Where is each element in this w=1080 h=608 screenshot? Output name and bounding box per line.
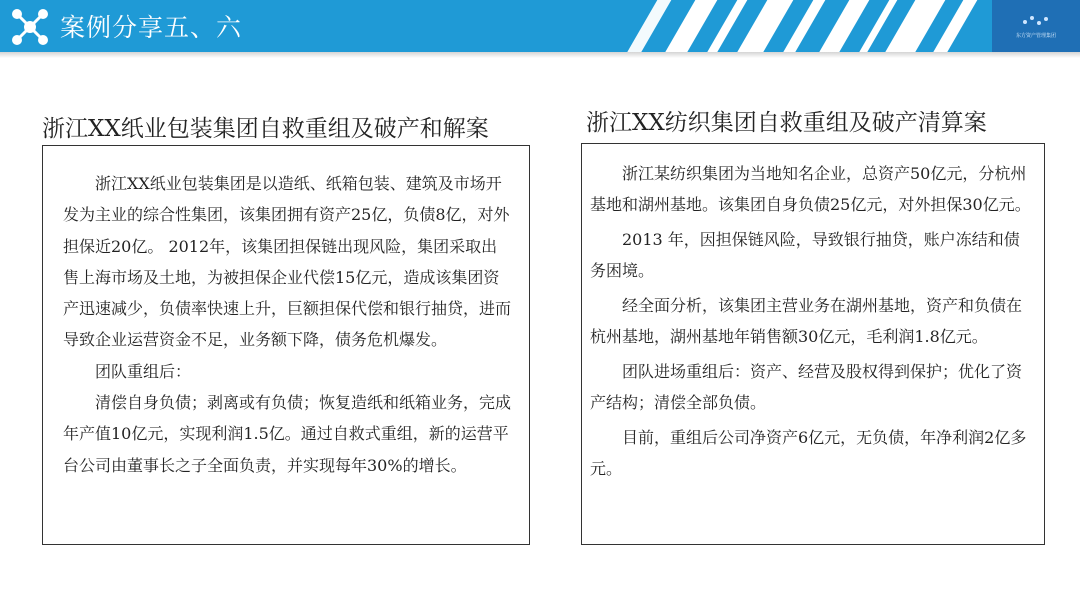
case-left-paragraph: 浙江XX纸业包装集团是以造纸、纸箱包装、建筑及市场开发为主业的综合性集团，该集团拥有资产25亿，负债8亿，对外担保近20亿。 2012年，该集团担保链出现风险，集团采取出售上海市场及土地，为被担保企业代偿15亿元，造成该集团资产迅速减少，负债率快速上升，巨额担保代偿和银行抽贷，进而导致企业运营资金不足，业务额下降，债务危机爆发。	[63, 174, 512, 350]
case-right-paragraph: 团队进场重组后：资产、经营及股权得到保护；优化了资产结构；清偿全部负债。	[590, 362, 1023, 412]
page-title: 案例分享五、六	[60, 13, 243, 42]
case-right-paragraph: 目前，重组后公司净资产6亿元，无负债，年净利润2亿多元。	[590, 428, 1027, 478]
company-logo	[992, 0, 1080, 52]
case-right-paragraph: 经全面分析，该集团主营业务在湖州基地，资产和负债在杭州基地，湖州基地年销售额30亿元，毛利润1.8亿元。	[590, 296, 1023, 346]
case-right-paragraph: 浙江某纺织集团为当地知名企业，总资产50亿元，分杭州基地和湖州基地。该集团自身负债25亿元，对外担保30亿元。	[590, 164, 1031, 214]
case-right-box	[581, 143, 1045, 545]
header-stripes	[600, 0, 990, 52]
logo-text: 东方资产管理集团	[1015, 32, 1056, 39]
case-left-box	[42, 145, 530, 545]
case-right-title: 浙江XX纺织集团自救重组及破产清算案	[586, 110, 987, 136]
header-bar	[0, 0, 1080, 52]
case-left-paragraph: 清偿自身负债；剥离或有负债；恢复造纸和纸箱业务，完成年产值10亿元，实现利润1.5亿。通过自救式重组，新的运营平台公司由董事长之子全面负责，并实现每年30%的增长。	[63, 393, 512, 475]
case-left-title: 浙江XX纸业包装集团自救重组及破产和解案	[42, 116, 489, 142]
case-left-paragraph: 团队重组后：	[95, 361, 192, 381]
network-icon	[10, 7, 50, 47]
header-shadow	[0, 52, 1080, 58]
case-right-paragraph: 2013 年，因担保链风险，导致银行抽贷，账户冻结和债务困境。	[590, 230, 1020, 280]
